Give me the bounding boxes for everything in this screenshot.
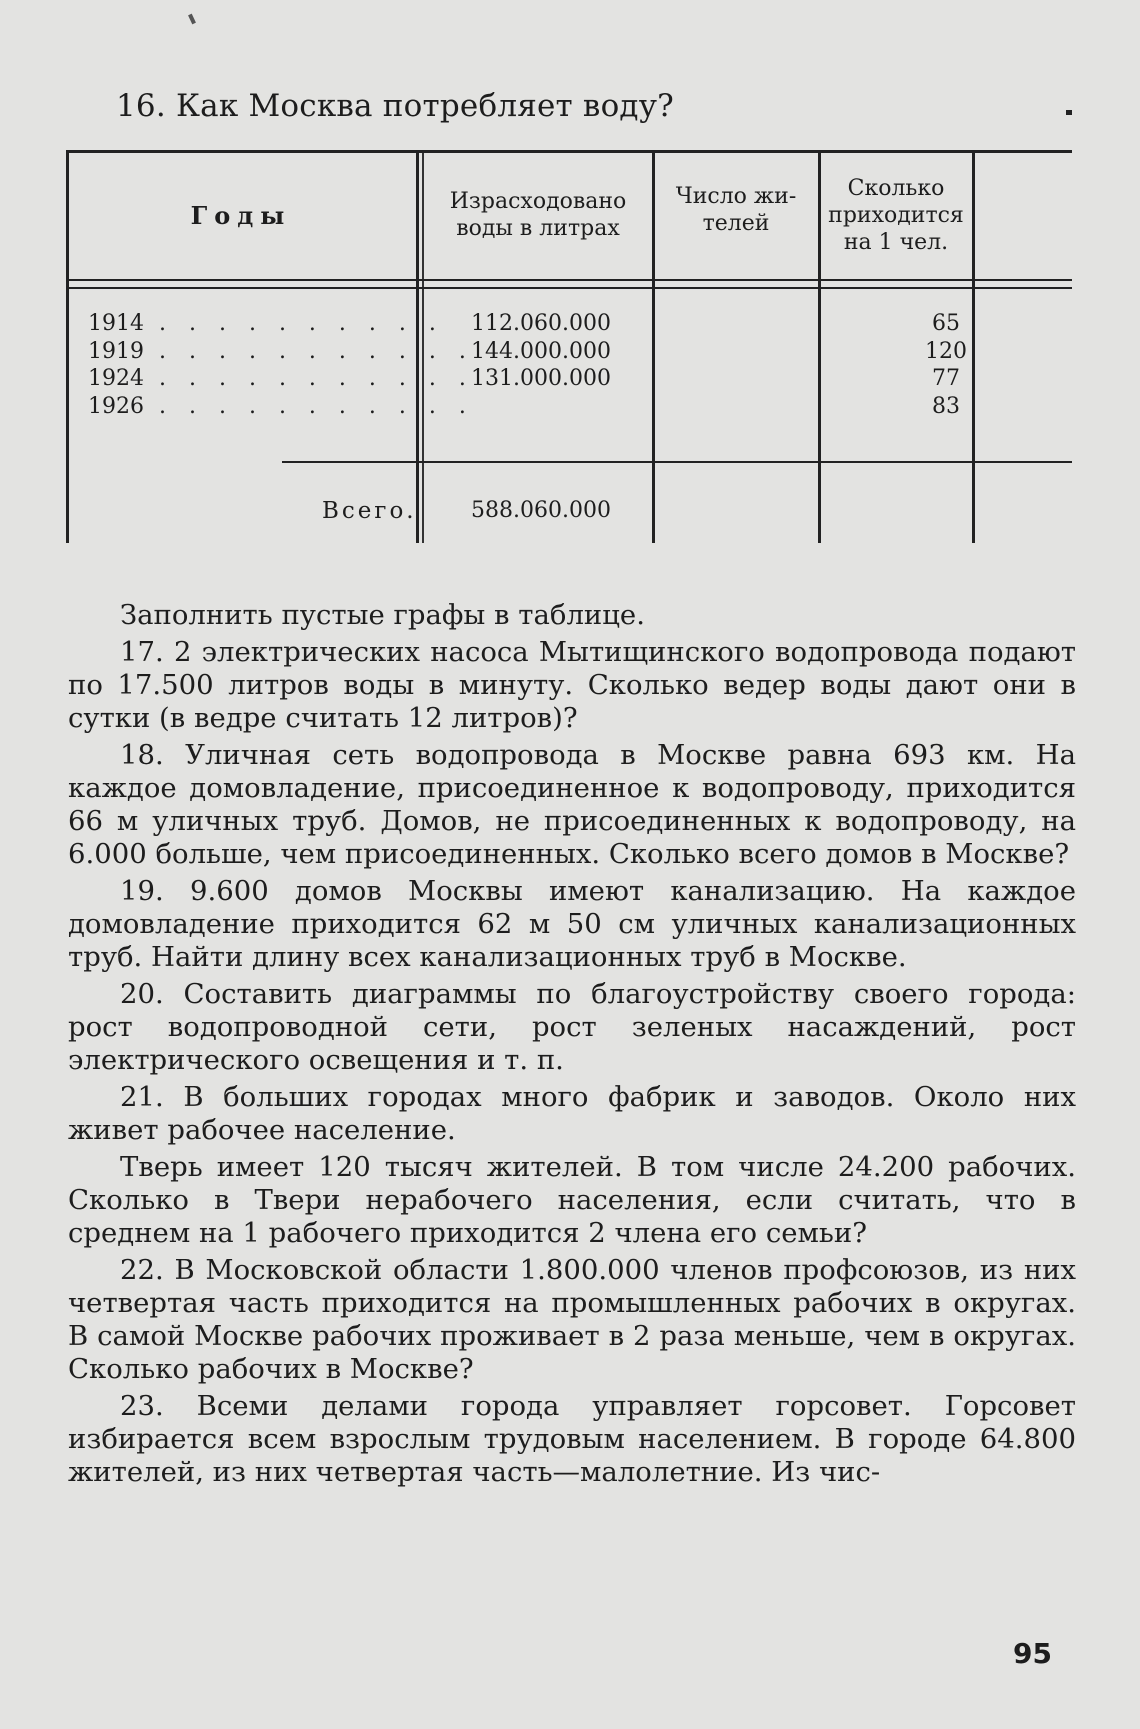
table-row: 1919 . . . . . . . . . . .	[88, 338, 474, 364]
paragraph: Тверь имеет 120 тысяч жителей. В том числе 24.200 рабочих. Сколько в Твери нерабочего населения, если считать, что в среднем на 1 рабочего приходится 2 члена его семьи?	[68, 1151, 1076, 1249]
paragraph: 19. 9.600 домов Москвы имеют канализацию. На каждое домовладение приходится 62 м 50 см уличных канализационных труб. Найти длину всех канализационных труб в Москве.	[68, 875, 1076, 973]
liters-column	[441, 310, 641, 420]
problem-heading: 16. Как Москва потребляет воду?	[116, 88, 674, 124]
scan-mark	[188, 14, 196, 25]
paragraph: 18. Уличная сеть водопровода в Москве равна 693 км. На каждое домовладение, присоединенное к водопроводу, приходится 66 м уличных труб. Домов, не присоединенных к водопроводу, на 6.000 больше, чем присоединенных. Сколько всего домов в Москве?	[68, 739, 1076, 870]
total-liters: 588.060.000	[471, 498, 611, 523]
header-residents: Число жи- телей	[675, 184, 797, 236]
table-row: 1926 . . . . . . . . . . .	[88, 393, 474, 419]
table-row: 1914 . . . . . . . . . .	[88, 311, 444, 336]
paragraph: 21. В больших городах много фабрик и заводов. Около них живет рабочее население.	[68, 1081, 1076, 1146]
header-years: Годы	[190, 200, 292, 230]
liters-cell: 144.000.000	[471, 338, 611, 364]
paragraph: 23. Всеми делами города управляет горсовет. Горсовет избирается всем взрослым трудовым населением. В городе 64.800 жителей, из них четвертая часть—малолетние. Из чис-	[68, 1390, 1076, 1488]
per-capita-cell: 83	[932, 393, 960, 419]
liters-cell	[441, 393, 641, 421]
header-per-capita: Сколько приходится на 1 чел.	[828, 175, 964, 255]
total-label: Всего.	[322, 498, 417, 524]
per-capita-column	[886, 310, 1006, 420]
liters-cell: 112.060.000	[471, 311, 611, 336]
scan-dot	[1066, 110, 1072, 115]
header-liters: Израсходовано воды в литрах	[449, 189, 627, 241]
table-row: 1924 . . . . . . . . . . .	[88, 366, 474, 391]
paragraph: 20. Составить диаграммы по благоустройству своего города: рост водопроводной сети, рост зеленых насаждений, рост электрического освещения и т. п.	[68, 978, 1076, 1076]
per-capita-cell: 120	[925, 338, 967, 364]
paragraph: 22. В Московской области 1.800.000 членов профсоюзов, из них четвертая часть приходится на промышленных рабочих в округах. В самой Москве рабочих проживает в 2 раза меньше, чем в округах. Сколько рабочих в Москве?	[68, 1254, 1076, 1385]
paragraph: Заполнить пустые графы в таблице.	[120, 599, 645, 631]
page-number: 95	[1013, 1637, 1052, 1670]
years-column	[88, 310, 474, 420]
liters-cell: 131.000.000	[471, 366, 611, 391]
per-capita-cell: 77	[932, 366, 960, 391]
problems-text	[68, 599, 1076, 1489]
water-consumption-table	[66, 150, 1072, 543]
paragraph: 17. 2 электрических насоса Мытищинского водопровода подают по 17.500 литров воды в минуту. Сколько ведер воды дают они в сутки (в ведре считать 12 литров)?	[68, 636, 1076, 734]
per-capita-cell: 65	[932, 311, 960, 336]
